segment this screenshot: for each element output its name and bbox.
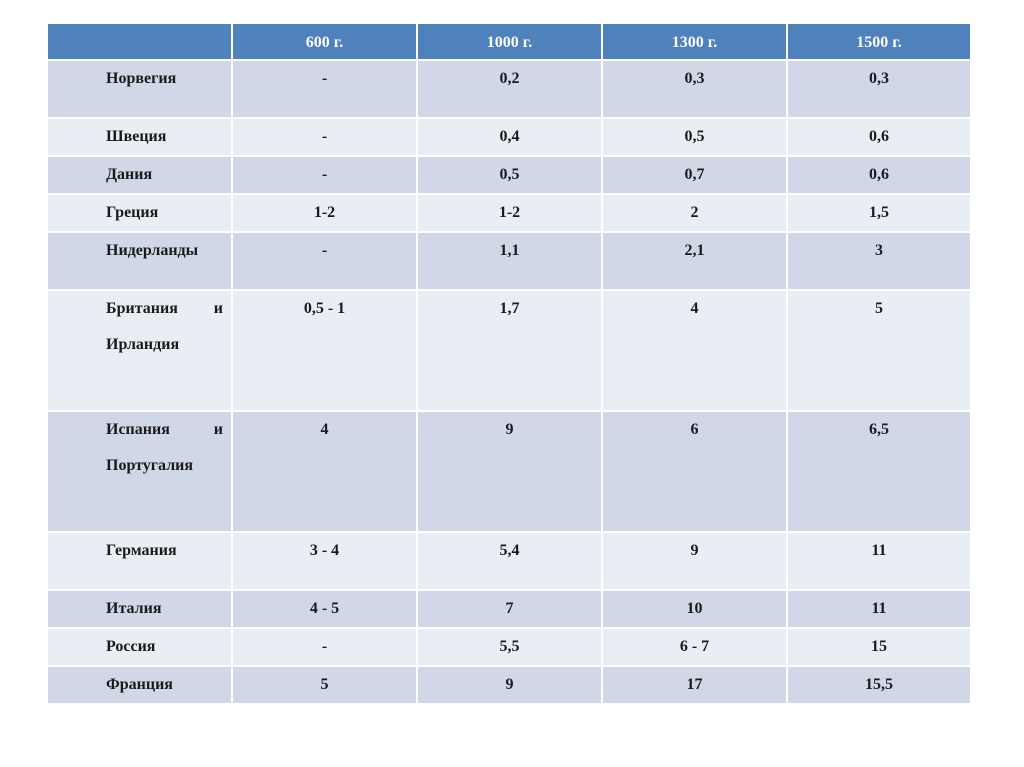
table-row xyxy=(47,118,971,156)
value-cell: 0,6 xyxy=(787,156,971,194)
country-cell: Германия xyxy=(47,532,232,590)
value-cell: 0,2 xyxy=(417,60,602,118)
header-cell-1500: 1500 г. xyxy=(787,23,971,60)
country-line: Португалия xyxy=(106,457,194,474)
table-row xyxy=(47,590,971,628)
value-cell: 0,3 xyxy=(787,60,971,118)
population-table xyxy=(46,22,972,705)
header-cell-1300: 1300 г. xyxy=(602,23,787,60)
value-cell: 5,5 xyxy=(417,628,602,666)
table-row xyxy=(47,532,971,590)
table-row xyxy=(47,60,971,118)
value-cell: - xyxy=(232,628,417,666)
value-cell: 4 - 5 xyxy=(232,590,417,628)
country-cell: Франция xyxy=(47,666,232,704)
table-row xyxy=(47,628,971,666)
value-cell: - xyxy=(232,232,417,290)
value-cell: 11 xyxy=(787,590,971,628)
value-cell: 7 xyxy=(417,590,602,628)
table-row xyxy=(47,194,971,232)
value-cell: 0,5 xyxy=(602,118,787,156)
value-cell: 1,7 xyxy=(417,290,602,411)
value-cell: - xyxy=(232,118,417,156)
value-cell: 5,4 xyxy=(417,532,602,590)
value-cell: - xyxy=(232,156,417,194)
value-cell: - xyxy=(232,60,417,118)
header-cell-600: 600 г. xyxy=(232,23,417,60)
value-cell: 3 xyxy=(787,232,971,290)
country-line: Испания и xyxy=(106,421,223,438)
value-cell: 0,4 xyxy=(417,118,602,156)
country-cell: Дания xyxy=(47,156,232,194)
table-row xyxy=(47,156,971,194)
value-cell: 5 xyxy=(232,666,417,704)
header-cell-country xyxy=(47,23,232,60)
country-cell: Италия xyxy=(47,590,232,628)
value-cell: 6 - 7 xyxy=(602,628,787,666)
header-cell-1000: 1000 г. xyxy=(417,23,602,60)
table-row xyxy=(47,666,971,704)
value-cell: 9 xyxy=(417,411,602,532)
value-cell: 1-2 xyxy=(417,194,602,232)
value-cell: 2 xyxy=(602,194,787,232)
value-cell: 4 xyxy=(602,290,787,411)
value-cell: 0,7 xyxy=(602,156,787,194)
value-cell: 10 xyxy=(602,590,787,628)
value-cell: 15,5 xyxy=(787,666,971,704)
country-cell xyxy=(47,290,232,411)
country-cell: Россия xyxy=(47,628,232,666)
value-cell: 2,1 xyxy=(602,232,787,290)
header-row xyxy=(47,23,971,60)
value-cell: 9 xyxy=(417,666,602,704)
value-cell: 0,6 xyxy=(787,118,971,156)
value-cell: 6 xyxy=(602,411,787,532)
table-row xyxy=(47,411,971,532)
value-cell: 3 - 4 xyxy=(232,532,417,590)
country-cell: Греция xyxy=(47,194,232,232)
value-cell: 5 xyxy=(787,290,971,411)
country-line: Британия и xyxy=(106,300,223,317)
value-cell: 1,5 xyxy=(787,194,971,232)
country-cell xyxy=(47,411,232,532)
value-cell: 11 xyxy=(787,532,971,590)
value-cell: 9 xyxy=(602,532,787,590)
value-cell: 15 xyxy=(787,628,971,666)
country-cell: Нидерланды xyxy=(47,232,232,290)
country-line: Ирландия xyxy=(106,336,180,353)
country-cell: Норвегия xyxy=(47,60,232,118)
value-cell: 6,5 xyxy=(787,411,971,532)
value-cell: 1,1 xyxy=(417,232,602,290)
value-cell: 0,5 xyxy=(417,156,602,194)
value-cell: 0,5 - 1 xyxy=(232,290,417,411)
table-row xyxy=(47,290,971,411)
country-cell: Швеция xyxy=(47,118,232,156)
value-cell: 0,3 xyxy=(602,60,787,118)
table-row xyxy=(47,232,971,290)
value-cell: 1-2 xyxy=(232,194,417,232)
value-cell: 17 xyxy=(602,666,787,704)
value-cell: 4 xyxy=(232,411,417,532)
